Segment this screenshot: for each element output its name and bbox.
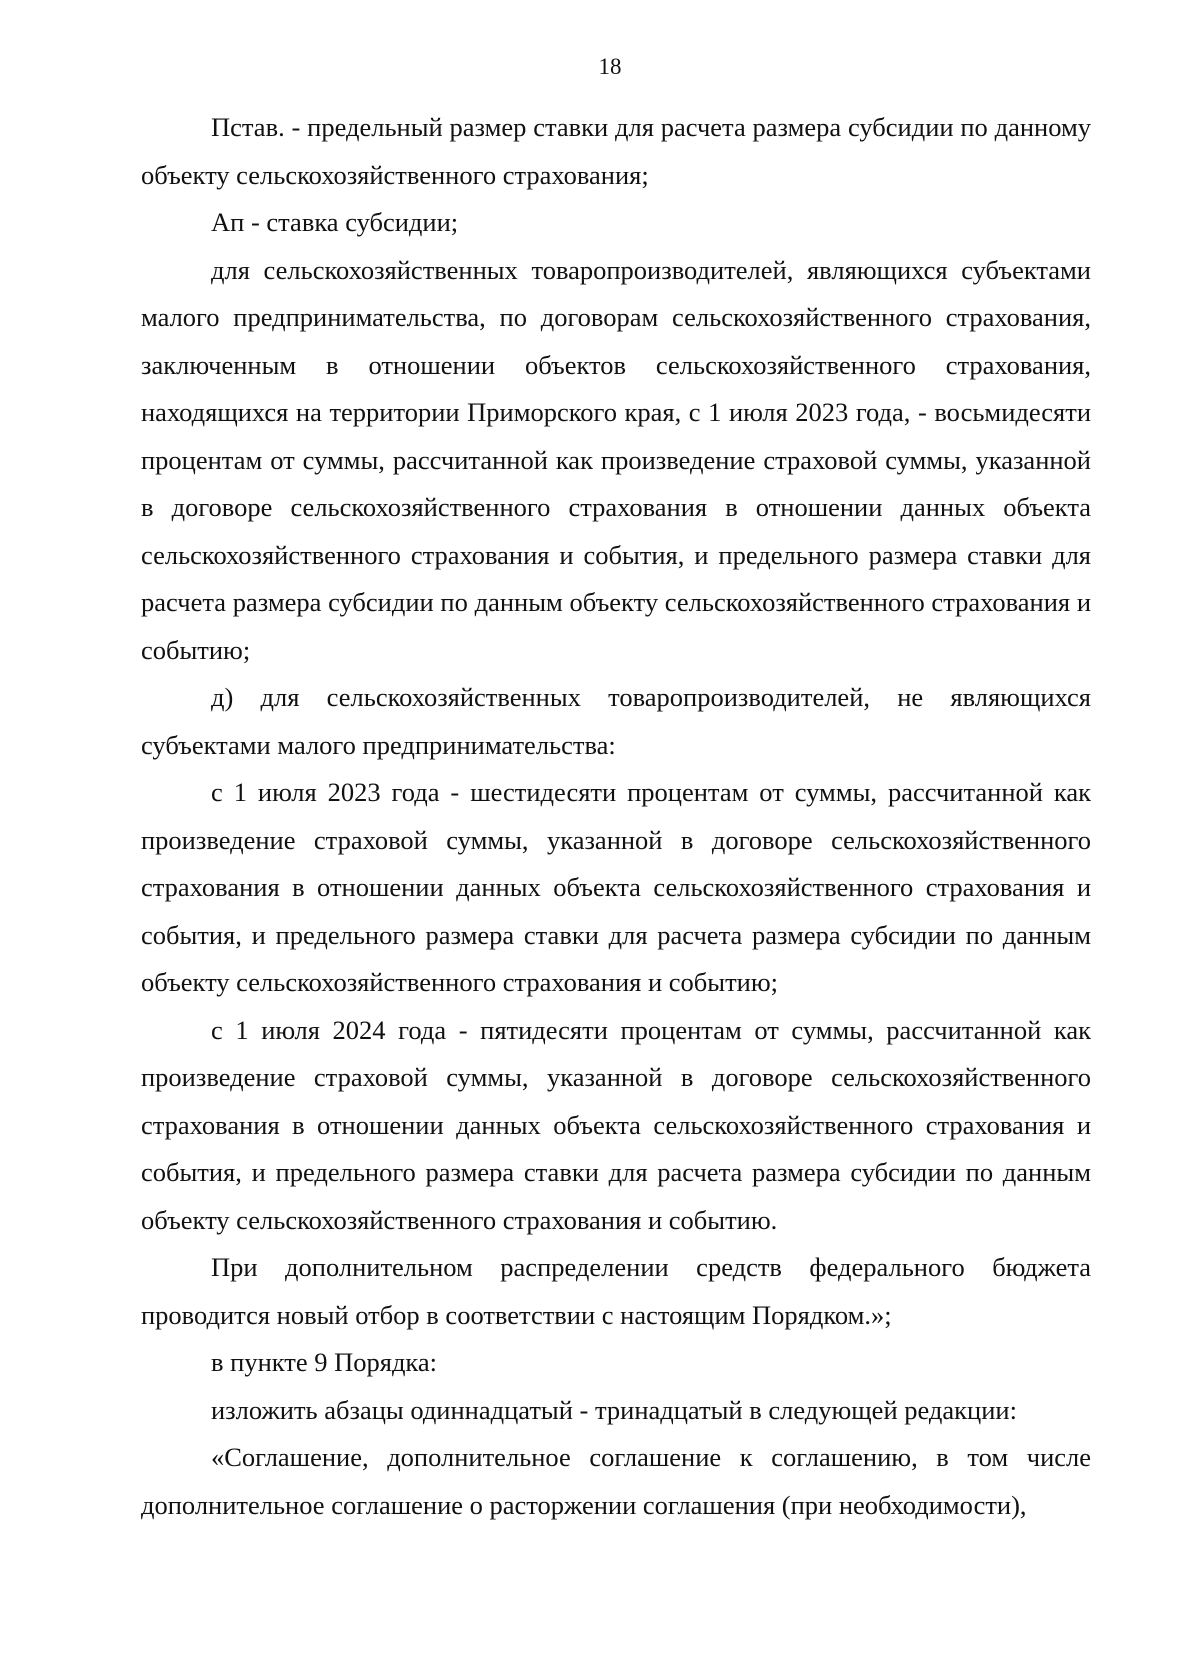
paragraph-amend-instruction: изложить абзацы одиннадцатый - тринадцатый в следующей редакции: — [211, 1394, 1017, 1425]
paragraph-2023-rate: с 1 июля 2023 года - шестидесяти процентам от суммы, рассчитанной как произведение страховой суммы, указанной в договоре сельскохозяйственного страхования в отношении данных объекта сельскохозяйственного страхования и события, и предельного размера ставки для расчета размера субсидии по данным объекту сельскохозяйственного страхования и событию; — [141, 777, 1091, 997]
paragraph-small-business-rate: для сельскохозяйственных товаропроизводителей, являющихся субъектами малого предпринимательства, по договорам сельскохозяйственного страхования, заключенным в отношении объектов сельскохозяйственного страхования, находящихся на территории Приморского края, с 1 июля 2023 года, - восьмидесяти процентам от суммы, рассчитанной как произведение страховой суммы, указанной в договоре сельскохозяйственного страхования в отношении данных объекта сельскохозяйственного страхования и события, и предельного размера ставки для расчета размера субсидии по данным объекту сельскохозяйственного страхования и событию; — [141, 254, 1091, 665]
paragraph-pstav-definition: Пстав. - предельный размер ставки для расчета размера субсидии по данному объекту сельскохозяйственного страхования; — [141, 112, 1091, 190]
paragraph-item-d: д) для сельскохозяйственных товаропроизводителей, не являющихся субъектами малого предпринимательства: — [141, 682, 1091, 760]
paragraph-additional-distribution: При дополнительном распределении средств федерального бюджета проводится новый отбор в соответствии с настоящим Порядком.»; — [141, 1252, 1091, 1330]
paragraph-2024-rate: с 1 июля 2024 года - пятидесяти процентам от суммы, рассчитанной как произведение страховой суммы, указанной в договоре сельскохозяйственного страхования в отношении данных объекта сельскохозяйственного страхования и события, и предельного размера ставки для расчета размера субсидии по данным объекту сельскохозяйственного страхования и событию. — [141, 1014, 1091, 1235]
page-number: 18 — [598, 54, 622, 79]
paragraph-ap-definition: Ап - ставка субсидии; — [211, 207, 459, 237]
document-body — [141, 104, 1091, 1529]
paragraph-item-9: в пункте 9 Порядка: — [211, 1347, 438, 1377]
paragraph-agreement-text: «Соглашение, дополнительное соглашение к соглашению, в том числе дополнительное соглашение о расторжении соглашения (при необходимости), — [141, 1442, 1091, 1520]
